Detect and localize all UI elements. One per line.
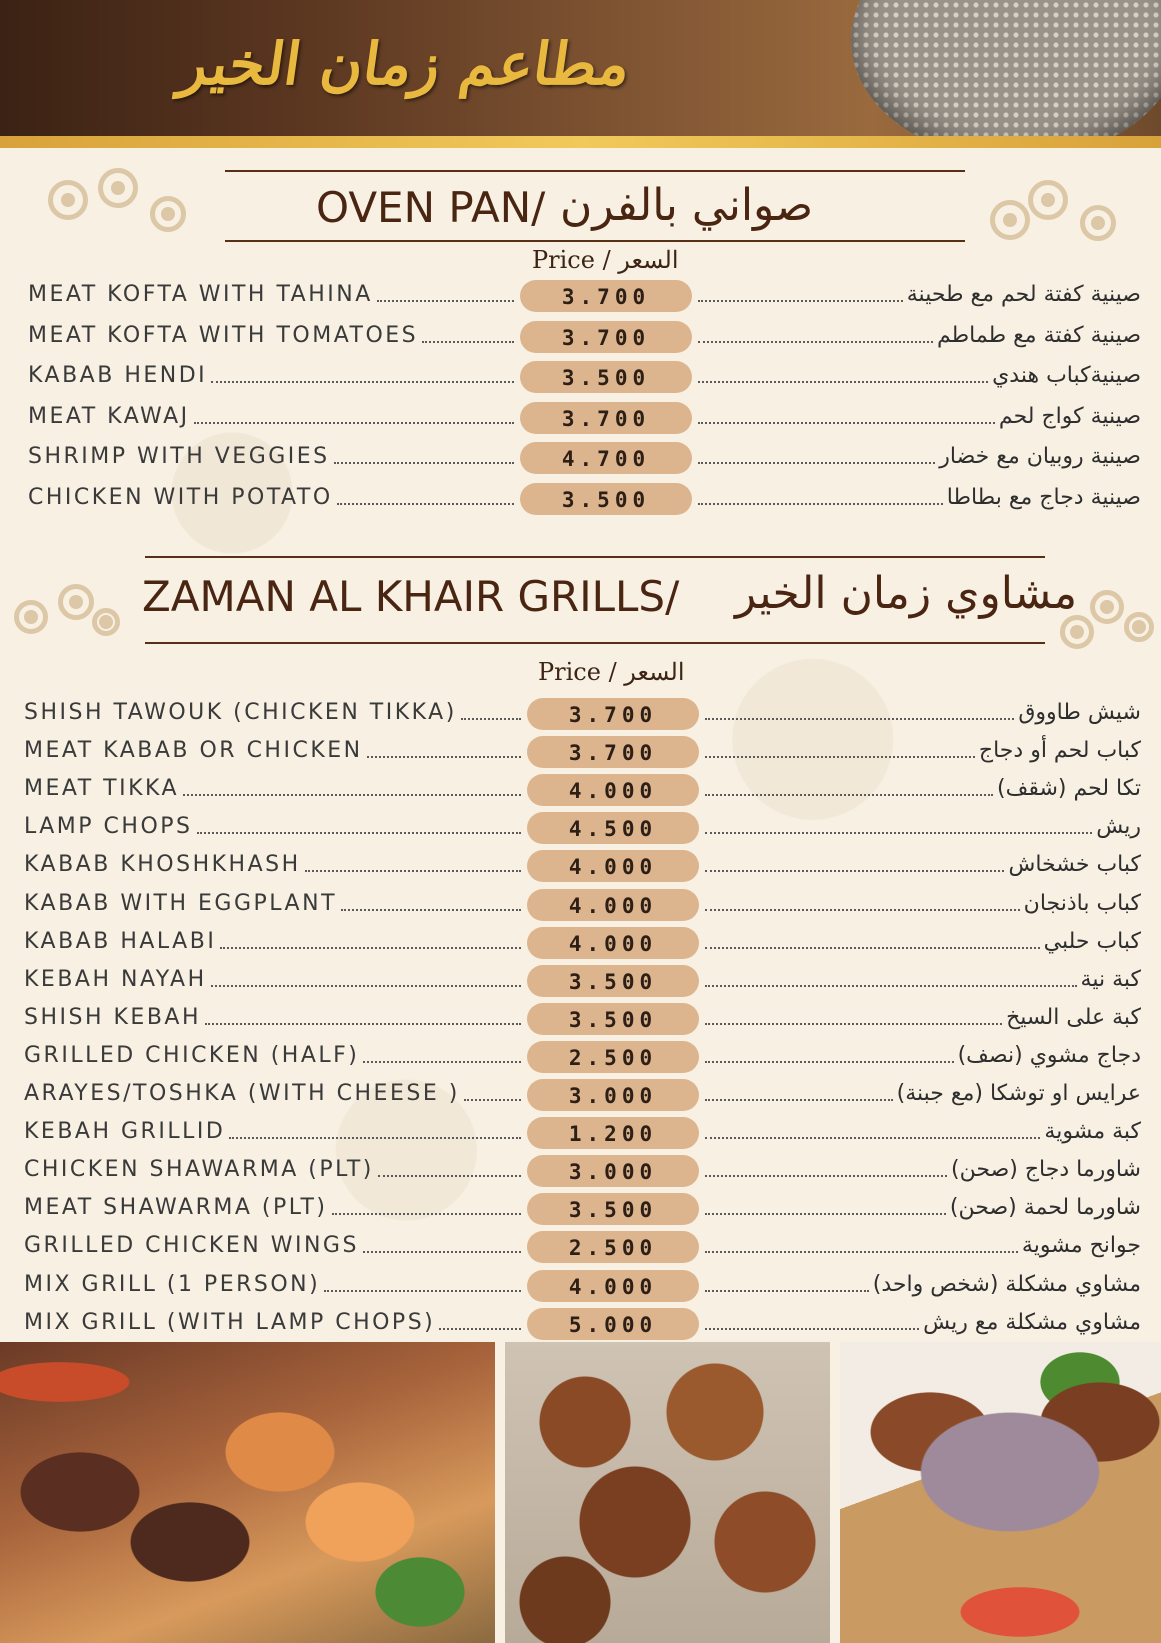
- menu-item-row: [0, 1151, 1161, 1189]
- item-name-ar: شاورما دجاج (صحن): [951, 1157, 1141, 1183]
- dot-leader: [698, 341, 933, 343]
- menu-item-row: [0, 694, 1161, 732]
- item-price: 3.500: [520, 483, 692, 515]
- item-name-en: MEAT SHAWARMA (PLT): [24, 1195, 328, 1221]
- item-price: 3.000: [527, 1155, 699, 1187]
- dot-leader: [705, 947, 1040, 949]
- item-price: 3.500: [520, 361, 692, 393]
- banner-gold-strip: [0, 136, 1161, 148]
- dot-leader: [205, 1023, 521, 1025]
- item-price: 3.000: [527, 1079, 699, 1111]
- item-name-en: SHISH KEBAH: [24, 1004, 202, 1030]
- dot-leader: [377, 300, 514, 302]
- item-name-en: MEAT KOFTA WITH TOMATOES: [28, 322, 419, 348]
- menu-item-row: [0, 808, 1161, 846]
- menu-item-row: [0, 1189, 1161, 1227]
- dot-leader: [194, 422, 514, 424]
- item-price: 3.700: [520, 402, 692, 434]
- item-name-en: MIX GRILL (1 PERSON): [24, 1271, 321, 1297]
- swirl-ornament-icon: [1124, 612, 1154, 642]
- item-name-en: SHRIMP WITH VEGGIES: [28, 444, 330, 469]
- dot-leader: [705, 832, 1092, 834]
- dot-leader: [705, 1061, 954, 1063]
- item-price: 1.200: [527, 1117, 699, 1149]
- section-title-en: OVEN PAN/: [316, 183, 546, 232]
- item-name-ar: كبة على السيخ: [1006, 1004, 1141, 1030]
- menu-item-row: [0, 1266, 1161, 1304]
- header-banner: [0, 0, 1161, 140]
- item-price: 4.000: [527, 927, 699, 959]
- menu-item-row: [0, 961, 1161, 999]
- item-name-en: MEAT KOFTA WITH TAHINA: [28, 282, 373, 307]
- dot-leader: [220, 947, 521, 949]
- dot-leader: [363, 1061, 521, 1063]
- price-column-header: Price / السعر: [532, 246, 679, 274]
- dot-leader: [698, 462, 935, 464]
- item-price: 3.700: [520, 321, 692, 353]
- dot-leader: [705, 1328, 919, 1330]
- section-rule-bottom: [225, 240, 965, 242]
- item-name-ar: كباب حلبي: [1043, 928, 1141, 954]
- item-name-en: MEAT KAWAJ: [28, 403, 190, 429]
- item-name-en: KABAB HENDI: [28, 363, 208, 388]
- section-rule-top: [225, 170, 965, 172]
- kebbeh-photo: [505, 1342, 830, 1643]
- item-price: 5.000: [527, 1308, 699, 1340]
- item-name-ar: كباب لحم أو دجاج: [978, 738, 1141, 764]
- swirl-ornament-icon: [58, 584, 94, 620]
- dot-leader: [324, 1290, 521, 1292]
- swirl-ornament-icon: [1080, 205, 1116, 241]
- item-name-ar: مشاوي مشكلة (شخص واحد): [872, 1271, 1141, 1297]
- dot-leader: [705, 1290, 869, 1292]
- menu-item-row: [0, 770, 1161, 808]
- dot-leader: [698, 422, 995, 424]
- dot-leader: [341, 909, 521, 911]
- dot-leader: [334, 462, 514, 464]
- item-price: 4.500: [527, 812, 699, 844]
- rice-bowl-image: [851, 0, 1161, 140]
- item-name-ar: عرايس او توشكا (مع جبنة): [896, 1081, 1141, 1106]
- swirl-ornament-icon: [14, 600, 48, 634]
- menu-item-row: [0, 732, 1161, 770]
- dot-leader: [698, 381, 988, 383]
- menu-item-row: [0, 923, 1161, 961]
- menu-item-row: [0, 1113, 1161, 1151]
- dot-leader: [305, 870, 521, 872]
- section-title-en: ZAMAN AL KHAIR GRILLS/: [142, 572, 680, 621]
- dot-leader: [705, 1137, 1040, 1139]
- dot-leader: [183, 794, 521, 796]
- swirl-ornament-icon: [1028, 180, 1068, 220]
- item-name-en: CHICKEN SHAWARMA (PLT): [24, 1157, 374, 1183]
- dot-leader: [705, 870, 1004, 872]
- swirl-ornament-icon: [1090, 590, 1124, 624]
- section-title-ar: صواني بالفرن: [560, 180, 814, 231]
- dot-leader: [705, 1251, 1018, 1253]
- item-price: 3.700: [527, 698, 699, 730]
- dot-leader: [197, 832, 521, 834]
- dot-leader: [229, 1137, 521, 1139]
- food-photo-strip: [0, 1342, 1161, 1643]
- item-name-ar: مشاوي مشكلة مع ريش: [923, 1309, 1141, 1335]
- swirl-ornament-icon: [48, 180, 88, 220]
- item-name-ar: صينيةكباب هندي: [992, 363, 1141, 388]
- swirl-ornament-icon: [990, 200, 1030, 240]
- dot-leader: [363, 1251, 521, 1253]
- item-price: 4.000: [527, 850, 699, 882]
- item-name-ar: صينية روبيان مع خضار: [939, 444, 1141, 469]
- menu-item-row: [0, 479, 1161, 517]
- dot-leader: [211, 381, 514, 383]
- dot-leader: [705, 756, 975, 758]
- item-name-ar: تكا لحم (شقف): [996, 776, 1141, 802]
- item-name-en: SHISH TAWOUK (CHICKEN TIKKA): [24, 700, 457, 725]
- item-name-ar: دجاج مشوي (نصف): [957, 1042, 1141, 1068]
- item-name-en: KABAB HALABI: [24, 928, 217, 954]
- section-title-ar: مشاوي زمان الخير: [735, 568, 1078, 619]
- item-price: 3.700: [520, 280, 692, 312]
- menu-item-row: [0, 438, 1161, 476]
- item-name-ar: صينية كفتة مع طماطم: [937, 322, 1141, 348]
- section-rule-top: [145, 556, 1045, 558]
- dot-leader: [705, 794, 993, 796]
- item-name-ar: صينية كواج لحم: [998, 403, 1141, 429]
- dot-leader: [461, 718, 521, 720]
- item-name-ar: صينية كفتة لحم مع طحينة: [906, 282, 1141, 307]
- price-column-header: Price / السعر: [538, 658, 685, 686]
- menu-item-row: [0, 317, 1161, 355]
- menu-item-row: [0, 846, 1161, 884]
- swirl-ornament-icon: [1060, 615, 1094, 649]
- dot-leader: [705, 1023, 1002, 1025]
- menu-item-row: [0, 276, 1161, 314]
- item-name-en: KEBAH GRILLID: [24, 1119, 226, 1145]
- item-name-en: KABAB WITH EGGPLANT: [24, 890, 338, 916]
- swirl-ornament-icon: [92, 608, 120, 636]
- item-name-en: MEAT TIKKA: [24, 776, 180, 802]
- kebbeh-platter-photo: [840, 1342, 1161, 1643]
- item-name-en: KEBAH NAYAH: [24, 966, 207, 992]
- dot-leader: [211, 985, 521, 987]
- item-name-ar: كباب باذنجان: [1023, 890, 1141, 916]
- dot-leader: [705, 985, 1077, 987]
- item-price: 3.500: [527, 1003, 699, 1035]
- item-name-ar: شاورما لحمة (صحن): [949, 1195, 1141, 1221]
- menu-item-row: [0, 1075, 1161, 1113]
- dot-leader: [439, 1328, 521, 1330]
- dot-leader: [378, 1175, 521, 1177]
- swirl-ornament-icon: [98, 168, 138, 208]
- dot-leader: [698, 300, 903, 302]
- item-price: 4.000: [527, 889, 699, 921]
- dot-leader: [337, 503, 514, 505]
- item-price: 4.700: [520, 442, 692, 474]
- dot-leader: [464, 1099, 521, 1101]
- item-price: 3.700: [527, 736, 699, 768]
- item-price: 2.500: [527, 1041, 699, 1073]
- menu-item-row: [0, 398, 1161, 436]
- item-price: 3.500: [527, 965, 699, 997]
- dot-leader: [422, 341, 514, 343]
- menu-item-row: [0, 357, 1161, 395]
- dot-leader: [367, 756, 521, 758]
- menu-item-row: [0, 1304, 1161, 1342]
- dot-leader: [705, 1099, 893, 1101]
- menu-item-row: [0, 999, 1161, 1037]
- dot-leader: [705, 1213, 946, 1215]
- dot-leader: [698, 503, 943, 505]
- restaurant-name: مطاعم زمان الخير: [175, 30, 635, 98]
- item-name-en: CHICKEN WITH POTATO: [28, 484, 333, 510]
- menu-item-row: [0, 1037, 1161, 1075]
- item-name-en: ARAYES/TOSHKA (WITH CHEESE ): [24, 1081, 460, 1106]
- item-name-ar: ريش: [1096, 814, 1141, 840]
- item-name-ar: كباب خشخاش: [1008, 852, 1141, 878]
- item-name-en: GRILLED CHICKEN (HALF): [24, 1042, 360, 1068]
- item-name-en: KABAB KHOSHKHASH: [24, 852, 301, 878]
- item-price: 3.500: [527, 1193, 699, 1225]
- item-name-en: GRILLED CHICKEN WINGS: [24, 1233, 359, 1259]
- dot-leader: [705, 1175, 947, 1177]
- item-price: 4.000: [527, 1270, 699, 1302]
- dot-leader: [705, 718, 1014, 720]
- item-price: 2.500: [527, 1231, 699, 1263]
- dot-leader: [332, 1213, 521, 1215]
- item-name-ar: كبة نية: [1080, 966, 1141, 992]
- mixed-grill-photo: [0, 1342, 495, 1643]
- item-name-ar: شيش طاووق: [1018, 700, 1141, 725]
- dot-leader: [705, 909, 1020, 911]
- menu-item-row: [0, 885, 1161, 923]
- item-name-en: MIX GRILL (WITH LAMP CHOPS): [24, 1309, 436, 1335]
- item-name-ar: جوانح مشوية: [1021, 1233, 1141, 1259]
- item-name-ar: صينية دجاج مع بطاطا: [946, 484, 1141, 510]
- item-price: 4.000: [527, 774, 699, 806]
- swirl-ornament-icon: [150, 196, 186, 232]
- item-name-ar: كبة مشوية: [1044, 1119, 1141, 1145]
- item-name-en: LAMP CHOPS: [24, 814, 193, 840]
- menu-item-row: [0, 1227, 1161, 1265]
- item-name-en: MEAT KABAB OR CHICKEN: [24, 738, 363, 764]
- section-rule-bottom: [145, 642, 1045, 644]
